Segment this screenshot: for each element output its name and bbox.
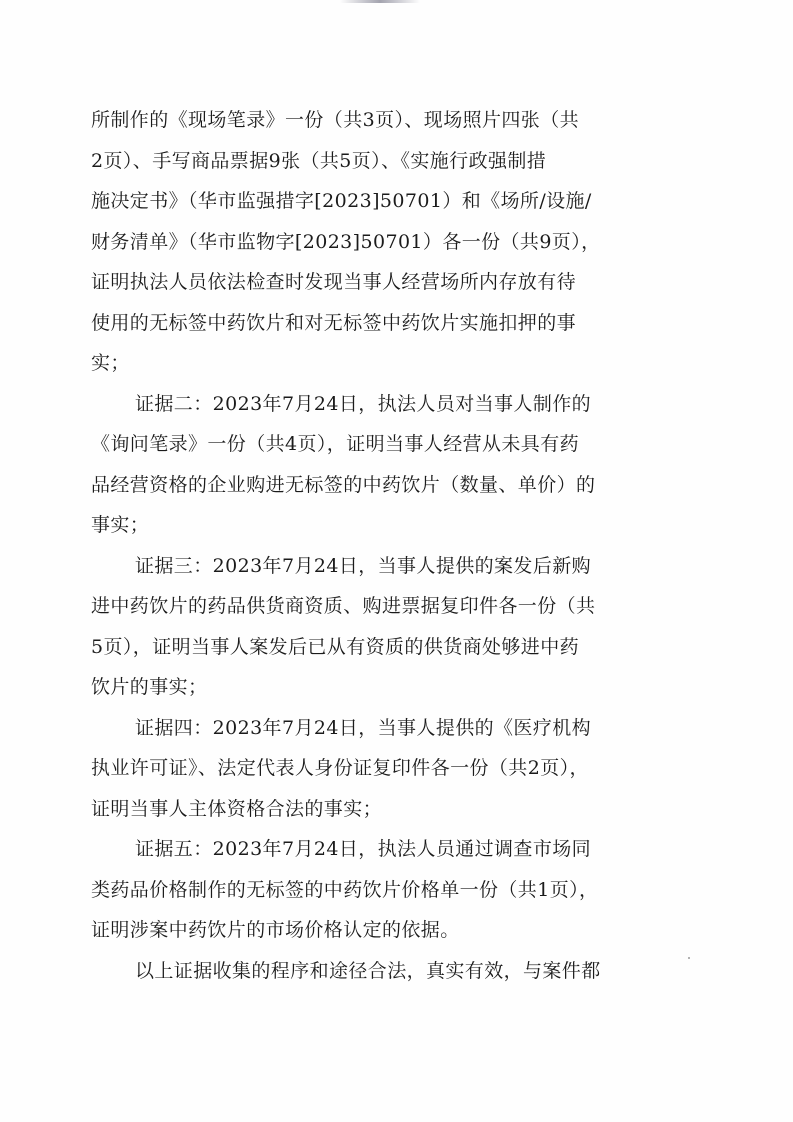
text-line: 所制作的《现场笔录》一份（共3页）、现场照片四张（共 bbox=[91, 109, 579, 131]
text-line: 施决定书》（华市监强措字[2023]50701）和《场所/设施/ bbox=[91, 190, 592, 212]
text-line: 《询问笔录》一份（共4页），证明当事人经营从未具有药 bbox=[91, 433, 579, 455]
text-line: 5页），证明当事人案发后已从有资质的供货商处够进中药 bbox=[91, 635, 579, 658]
evidence-5-line: 证据五：2023年7月24日，执法人员通过调查市场同 bbox=[135, 838, 592, 860]
text-line: 财务清单》（华市监物字[2023]50701）各一份（共9页）， bbox=[91, 230, 601, 253]
text-line: 进中药饮片的药品供货商资质、购进票据复印件各一份（共 bbox=[91, 595, 596, 617]
text-line: 执业许可证》、法定代表人身份证复印件各一份（共2页）， bbox=[91, 757, 589, 779]
document-body bbox=[91, 100, 636, 991]
text-line: 类药品价格制作的无标签的中药饮片价格单一份（共1页）， bbox=[91, 878, 599, 901]
evidence-2-line: 证据二：2023年7月24日，执法人员对当事人制作的 bbox=[135, 392, 592, 415]
scan-speck bbox=[688, 957, 690, 959]
evidence-4-line: 证据四：2023年7月24日，当事人提供的《医疗机构 bbox=[135, 716, 592, 739]
evidence-3-line: 证据三：2023年7月24日，当事人提供的案发后新购 bbox=[135, 554, 592, 577]
text-line: 使用的无标签中药饮片和对无标签中药饮片实施扣押的事 bbox=[91, 311, 577, 334]
text-line: 品经营资格的企业购进无标签的中药饮片（数量、单价）的 bbox=[91, 473, 596, 496]
scan-artifact bbox=[340, 0, 420, 3]
text-line: 饮片的事实； bbox=[91, 676, 208, 698]
text-line: 2页）、手写商品票据9张（共5页）、《实施行政强制措 bbox=[91, 149, 547, 172]
text-line: 证明执法人员依法检查时发现当事人经营场所内存放有待 bbox=[91, 271, 577, 293]
text-line: 证明当事人主体资格合法的事实； bbox=[91, 797, 383, 820]
text-line: 事实； bbox=[91, 514, 150, 536]
conclusion-line: 以上证据收集的程序和途径合法，真实有效，与案件都 bbox=[135, 959, 601, 982]
text-line: 证明涉案中药饮片的市场价格认定的依据。 bbox=[91, 919, 460, 941]
text-line: 实； bbox=[91, 352, 130, 374]
